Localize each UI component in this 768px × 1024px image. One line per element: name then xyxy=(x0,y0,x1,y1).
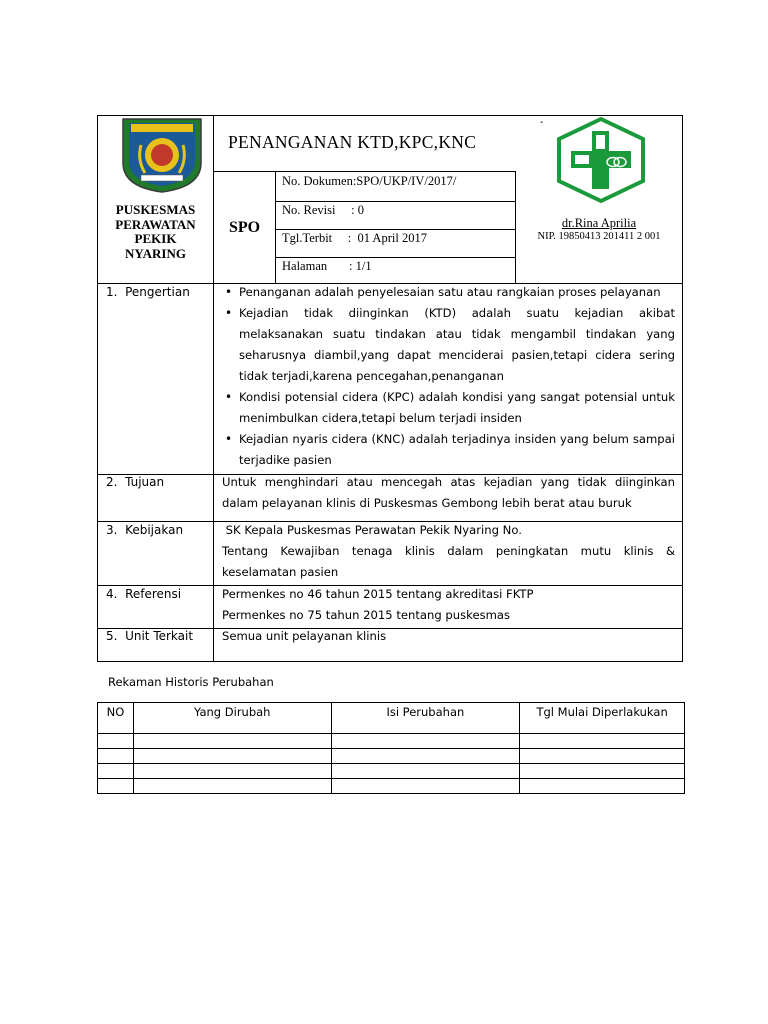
divider-rev xyxy=(275,229,516,230)
col-no: NO xyxy=(98,703,134,734)
tujuan-content: Untuk menghindari atau mencegah atas kejadian yang tidak diinginkan dalam pelayanan klinis di Puskesmas Gembong lebih berat atau buruk xyxy=(222,475,675,510)
label-pengertian: 1. Pengertian xyxy=(106,285,190,299)
divider-left-col xyxy=(213,115,214,662)
issue-date: Tgl.Terbit : 01 April 2017 xyxy=(282,231,427,245)
col-tgl-mulai: Tgl Mulai Diperlakukan xyxy=(520,703,685,734)
org-line-2: PERAWATAN xyxy=(115,216,196,232)
label-referensi: 4. Referensi xyxy=(106,587,182,601)
label-unit-terkait: 5. Unit Terkait xyxy=(106,629,194,643)
table-row xyxy=(98,749,685,764)
document-title: PENANGANAN KTD,KPC,KNC xyxy=(228,132,477,152)
border-left xyxy=(97,115,98,662)
label-kebijakan: 3. Kebijakan xyxy=(106,523,184,537)
pengertian-content xyxy=(221,282,675,471)
divider-spo-col xyxy=(275,171,276,284)
org-line-3: PEKIK xyxy=(134,231,177,246)
unit-terkait-content: Semua unit pelayanan klinis xyxy=(222,629,387,643)
signer-name: dr.Rina Aprilia xyxy=(561,216,637,230)
referensi-line-2: Permenkes no 75 tahun 2015 tentang puskesmas xyxy=(222,608,511,622)
kebijakan-line-1: SK Kepala Puskesmas Perawatan Pekik Nyaring No. xyxy=(222,523,522,537)
history-table xyxy=(97,702,685,794)
border-right xyxy=(682,115,683,662)
kebijakan-line-2: Tentang Kewajiban tenaga klinis dalam peningkatan mutu klinis & keselamatan pasien xyxy=(222,544,675,579)
kebijakan-content xyxy=(222,520,675,583)
table-row xyxy=(98,779,685,794)
col-yang-dirubah: Yang Dirubah xyxy=(133,703,331,734)
revision: No. Revisi : 0 xyxy=(282,203,364,217)
org-line-4: NYARING xyxy=(125,245,186,261)
org-name xyxy=(98,203,213,261)
doc-number: No. Dokumen:SPO/UKP/IV/2017/ xyxy=(282,174,457,188)
spo-label: SPO xyxy=(228,219,261,236)
divider-title xyxy=(275,171,516,172)
label-tujuan: 2. Tujuan xyxy=(106,475,165,489)
pengertian-bullet-4: • Kejadian nyaris cidera (KNC) adalah terjadinya insiden yang belum sampai terjadike pasien xyxy=(221,429,675,471)
divider-spo-top xyxy=(213,171,276,172)
dash-mark: - xyxy=(540,117,544,128)
pengertian-bullet-2: • Kejadian tidak diinginkan (KTD) adalah suatu kejadian akibat melaksanakan suatu tindakan atau tidak mengambil tindakan yang seharusnya diambil,yang dapat menciderai pasien,tetapi cidera sering tidak terjadi,karena pencegahan,penanganan xyxy=(221,303,675,387)
referensi-content xyxy=(222,584,675,626)
history-caption: Rekaman Historis Perubahan xyxy=(108,675,274,689)
org-line-1: PUSKESMAS xyxy=(115,202,196,217)
regency-emblem xyxy=(119,115,205,193)
divider-date xyxy=(275,257,516,258)
divider-doc xyxy=(275,201,516,202)
history-header-row xyxy=(98,703,685,734)
referensi-line-1: Permenkes no 46 tahun 2015 tentang akreditasi FKTP xyxy=(222,587,534,601)
page-number: Halaman : 1/1 xyxy=(282,259,372,273)
table-row xyxy=(98,734,685,749)
table-row xyxy=(98,764,685,779)
signer-nip: NIP. 19850413 201411 2 001 xyxy=(537,231,661,242)
border-bottom xyxy=(97,661,683,662)
col-isi-perubahan: Isi Perubahan xyxy=(331,703,520,734)
puskesmas-logo xyxy=(555,117,647,203)
pengertian-bullet-1: • Penanganan adalah penyelesaian satu atau rangkaian proses pelayanan xyxy=(221,282,675,303)
pengertian-bullet-3: • Kondisi potensial cidera (KPC) adalah kondisi yang sangat potensial untuk menimbulkan cidera,tetapi belum terjadi insiden xyxy=(221,387,675,429)
